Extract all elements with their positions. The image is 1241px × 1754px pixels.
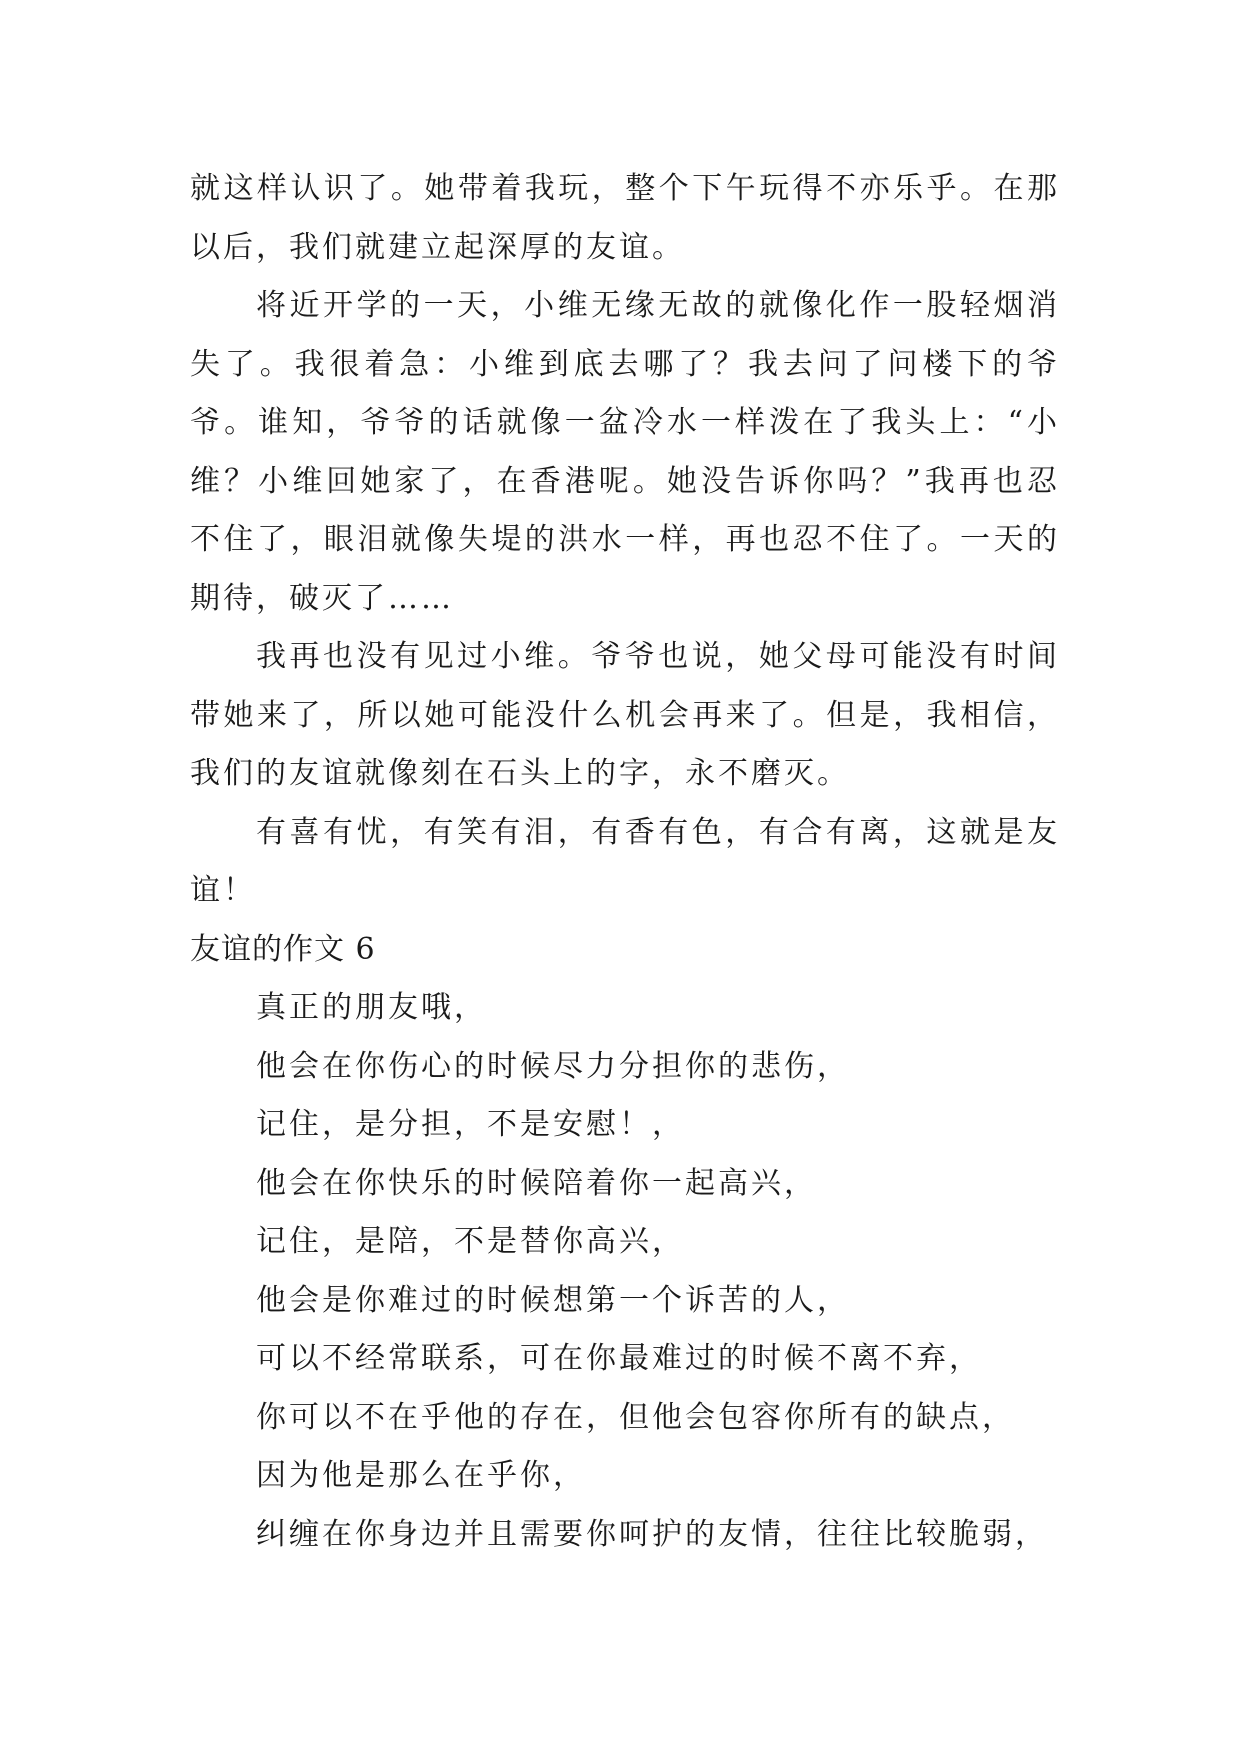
poem-line: 因为他是那么在乎你， [256,1458,586,1493]
poem-line: 记住，是分担，不是安慰！， [256,1107,685,1142]
paragraph-4: 有喜有忧，有笑有泪，有香有色，有合有离，这就是友谊！ [190,814,1060,908]
paragraph-2: 将近开学的一天，小维无缘无故的就像化作一股轻烟消失了。我很着急：小维到底去哪了？我去问了问楼下的爷爷。谁知，爷爷的话就像一盆冷水一样泼在了我头上：“小维？小维回她家了，在香港呢。她没告诉你吗？”我再也忍不住了，眼泪就像失堤的洪水一样，再也忍不住了。一天的期待，破灭了…… [190,288,1060,616]
poem-line: 可以不经常联系，可在你最难过的时候不离不弃， [256,1341,982,1376]
poem-line: 真正的朋友哦， [256,990,487,1025]
poem-line: 他会是你难过的时候想第一个诉苦的人， [256,1282,850,1318]
poem-line: 你可以不在乎他的存在，但他会包容你所有的缺点， [256,1399,1015,1435]
poem-line: 他会在你快乐的时候陪着你一起高兴， [256,1165,817,1201]
paragraph-1: 就这样认识了。她带着我玩，整个下午玩得不亦乐乎。在那以后，我们就建立起深厚的友谊。 [190,171,1060,265]
poem-line: 记住，是陪，不是替你高兴， [256,1224,685,1259]
document-body [190,160,1060,1564]
paragraph-3: 我再也没有见过小维。爷爷也说，她父母可能没有时间带她来了，所以她可能没什么机会再来了。但是，我相信，我们的友谊就像刻在石头上的字，永不磨灭。 [190,639,1060,791]
section-title: 友谊的作文 6 [190,931,376,967]
poem-line: 纠缠在你身边并且需要你呵护的友情，往往比较脆弱， [256,1516,1048,1552]
poem-block [190,979,1060,1564]
poem-line: 他会在你伤心的时候尽力分担你的悲伤， [256,1048,850,1084]
